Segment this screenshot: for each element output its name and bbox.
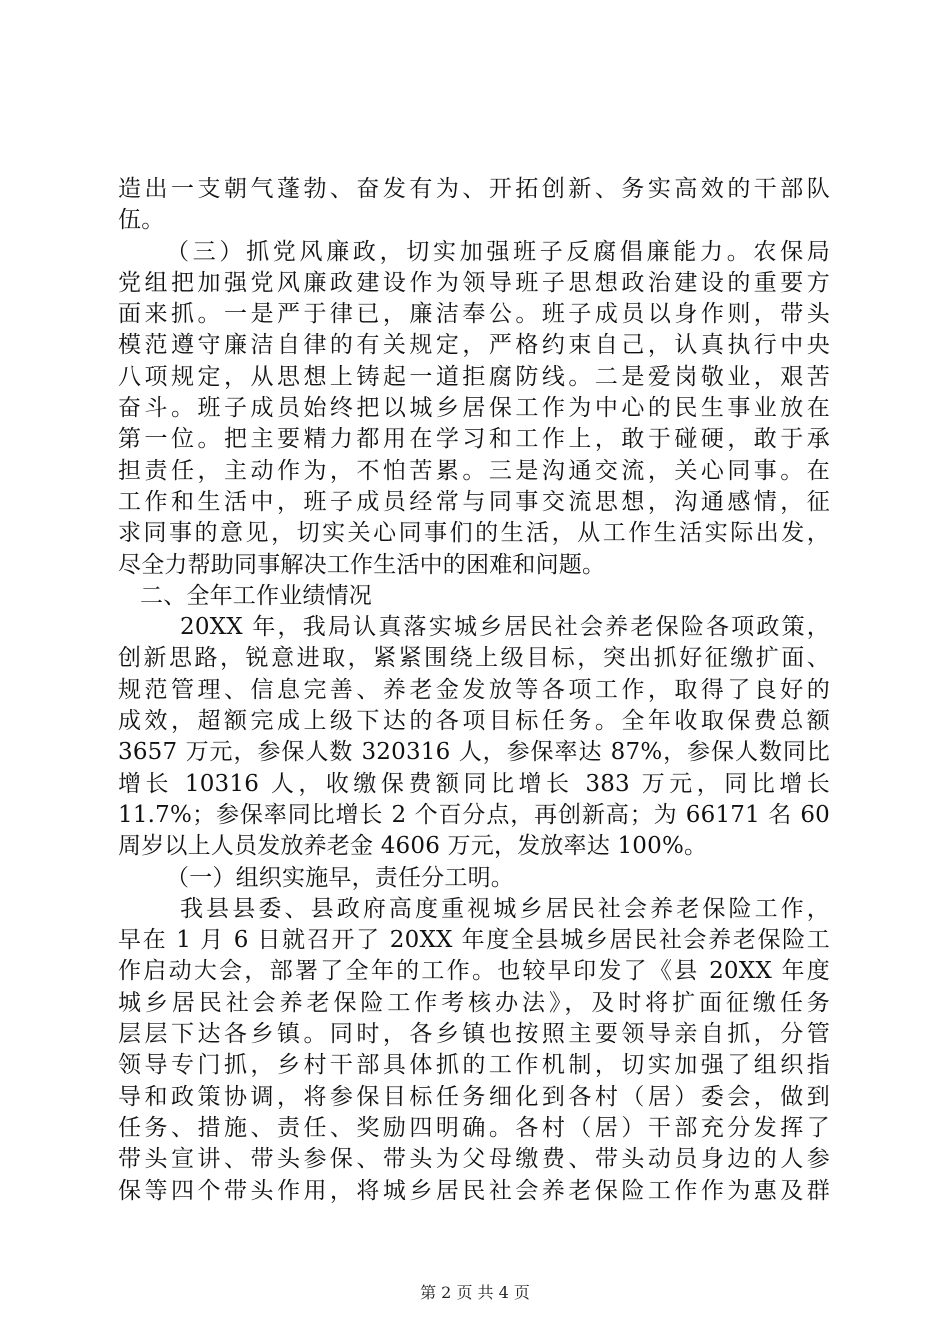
text-line: 奋斗。班子成员始终把以城乡居保工作为中心的民生事业放在 [118,395,830,422]
text-line: 造出一支朝气蓬勃、奋发有为、开拓创新、务实高效的干部队 [118,176,830,202]
text-line: 面来抓。一是严于律已，廉洁奉公。班子成员以身作则，带头 [118,301,830,328]
text-line: 伍。 [118,207,165,234]
text-line: 作启动大会，部署了全年的工作。也较早印发了《县 20XX 年度 [118,958,830,985]
paragraph-start: 我县县委、县政府高度重视城乡居民社会养老保险工作， [180,895,830,922]
section-heading-2: 二、全年工作业绩情况 [140,582,372,609]
text-line: 保等四个带头作用，将城乡居民社会养老保险工作作为惠及群 [118,1177,830,1204]
section-heading-3: （三）抓党风廉政，切实加强班子反腐倡廉能力。农保局 [166,238,830,265]
text-line: 创新思路，锐意进取，紧紧围绕上级目标，突出抓好征缴扩面、 [118,645,830,672]
document-body [118,174,830,1207]
text-line: 求同事的意见，切实关心同事们的生活，从工作生活实际出发， [118,520,830,547]
text-line: 成效，超额完成上级下达的各项目标任务。全年收取保费总额 [118,708,830,735]
text-line: 党组把加强党风廉政建设作为领导班子思想政治建设的重要方 [118,269,830,296]
subsection-heading-1: （一）组织实施早，责任分工明。 [166,864,514,891]
text-line: 任务、措施、责任、奖励四明确。各村（居）干部充分发挥了 [118,1114,830,1141]
text-line: 尽全力帮助同事解决工作生活中的困难和问题。 [118,551,606,578]
text-line: 模范遵守廉洁自律的有关规定，严格约束自己，认真执行中央 [118,332,830,359]
text-line: 担责任，主动作为，不怕苦累。三是沟通交流，关心同事。在 [118,457,830,484]
text-line: 八项规定，从思想上铸起一道拒腐防线。二是爱岗敬业，艰苦 [118,363,830,390]
text-line: 早在 1 月 6 日就召开了 20XX 年度全县城乡居民社会养老保险工 [118,927,830,954]
text-line: 带头宣讲、带头参保、带头为父母缴费、带头动员身边的人参 [118,1146,830,1173]
text-line: 层层下达各乡镇。同时，各乡镇也按照主要领导亲自抓，分管 [118,1021,830,1048]
text-line: 工作和生活中，班子成员经常与同事交流思想，沟通感情，征 [118,488,830,515]
text-line: 城乡居民社会养老保险工作考核办法》，及时将扩面征缴任务 [118,989,830,1016]
text-line: 规范管理、信息完善、养老金发放等各项工作，取得了良好的 [118,676,830,703]
text-line: 3657 万元，参保人数 320316 人，参保率达 87%，参保人数同比 [118,739,830,766]
text-line: 第一位。把主要精力都用在学习和工作上，敢于碰硬，敢于承 [118,426,830,453]
paragraph-start: 20XX 年，我局认真落实城乡居民社会养老保险各项政策， [180,614,830,641]
text-line: 11.7%；参保率同比增长 2 个百分点，再创新高；为 66171 名 60 [118,801,830,828]
page-footer: 第 2 页 共 4 页 [420,1283,530,1302]
text-line: 领导专门抓，乡村干部具体抓的工作机制，切实加强了组织指 [118,1052,830,1079]
text-line: 导和政策协调，将参保目标任务细化到各村（居）委会，做到 [118,1083,830,1110]
text-line: 周岁以上人员发放养老金 4606 万元，发放率达 100%。 [118,833,708,860]
text-line: 增长 10316 人，收缴保费额同比增长 383 万元，同比增长 [118,770,830,797]
